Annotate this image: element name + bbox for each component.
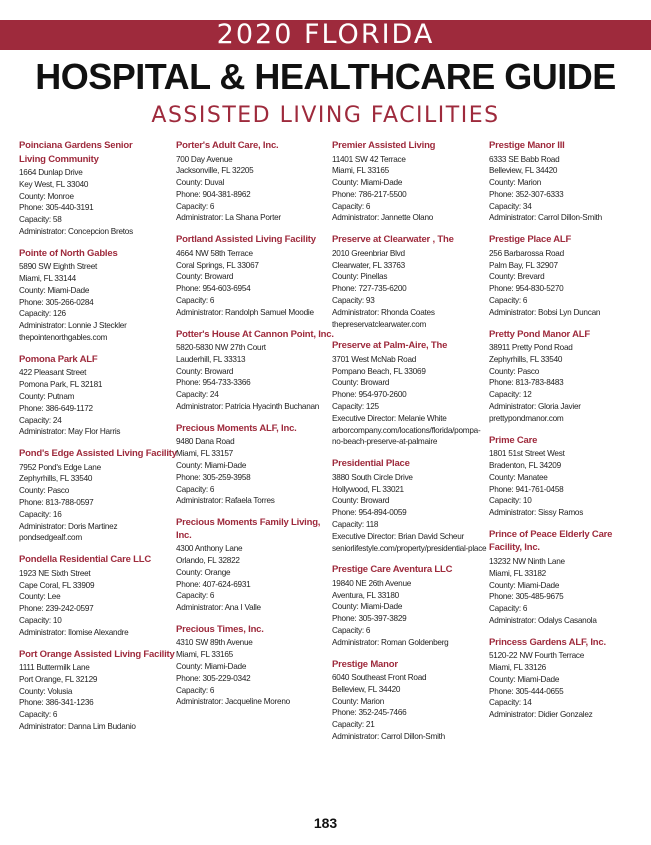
facility-detail-line: Phone: 786-217-5500: [332, 189, 407, 199]
facility-detail-line: 2010 Greenbriar Blvd: [332, 248, 405, 258]
facility-detail-line: Port Orange, FL 32129: [19, 674, 98, 684]
facility-detail-line: thepointenorthgables.com: [19, 333, 108, 343]
facility-listing: [176, 327, 336, 413]
facility-detail-line: Phone: 239-242-0597: [19, 604, 94, 614]
facility-detail-line: pondsedgealf.com: [19, 533, 82, 543]
facility-detail-line: 5120-22 NW Fourth Terrace: [489, 651, 585, 661]
facility-detail-line: 13232 NW Ninth Lane: [489, 556, 565, 566]
facility-detail-line: County: Miami-Dade: [489, 580, 560, 590]
facility-detail-line: Phone: 305-440-3191: [19, 203, 94, 213]
facility-detail-line: Phone: 352-245-7466: [332, 708, 407, 718]
facility-detail-line: Capacity: 16: [19, 509, 62, 519]
facility-detail-line: Capacity: 10: [489, 496, 532, 506]
facility-detail-line: Capacity: 6: [332, 626, 371, 635]
facility-name: Princess Gardens ALF, Inc.: [489, 636, 606, 648]
facility-detail-line: Hollywood, FL 33021: [332, 484, 404, 494]
facility-detail-line: County: Pinellas: [332, 272, 388, 282]
facility-detail-line: 6040 Southeast Front Road: [332, 673, 427, 683]
facility-detail-line: Phone: 305-229-0342: [176, 673, 251, 683]
facility-detail-line: County: Manatee: [489, 472, 548, 482]
facility-detail-line: Administrator: Rhonda Coates: [332, 307, 435, 317]
facility-name: Portland Assisted Living Facility: [176, 234, 316, 246]
facility-detail-line: Capacity: 6: [332, 201, 371, 211]
facility-detail-line: Clearwater, FL 33763: [332, 260, 405, 270]
facility-detail-line: Capacity: 58: [19, 215, 62, 225]
facility-detail-line: Phone: 305-444-0655: [489, 686, 564, 696]
facility-name: Pointe of North Gables: [19, 247, 118, 259]
facility-detail-line: County: Orange: [176, 567, 231, 577]
facility-detail-line: Coral Springs, FL 33067: [176, 260, 259, 270]
listing-column-2: [176, 138, 336, 716]
facility-detail-line: Executive Director: Brian David Scheur: [332, 531, 465, 541]
facility-detail-line: 1923 NE Sixth Street: [19, 568, 91, 578]
facility-detail-line: Administrator: Rafaela Torres: [176, 496, 275, 506]
facility-detail-line: Miami, FL 33165: [176, 650, 233, 660]
facility-name: Precious Moments ALF, Inc.: [176, 422, 297, 434]
facility-detail-line: Phone: 904-381-8962: [176, 189, 251, 199]
facility-detail-line: Miami, FL 33144: [19, 274, 76, 284]
page-number: 183: [313, 815, 338, 831]
facility-detail-line: Administrator: Doris Martinez: [19, 521, 118, 531]
facility-detail-line: County: Monroe: [19, 191, 74, 201]
facility-detail-line: Capacity: 6: [489, 604, 528, 614]
facility-detail-line: prettypondmanor.com: [489, 413, 564, 423]
facility-listing: [19, 138, 179, 238]
facility-name: Preserve at Palm-Aire, The: [332, 340, 448, 352]
facility-detail-line: 7952 Pond's Edge Lane: [19, 462, 101, 472]
facility-detail-line: Miami, FL 33126: [489, 663, 546, 672]
facility-detail-line: Capacity: 24: [19, 415, 62, 425]
facility-detail-line: Phone: 386-341-1236: [19, 698, 94, 708]
facility-detail-line: 4310 SW 89th Avenue: [176, 638, 253, 648]
facility-detail-line: Capacity: 14: [489, 698, 532, 708]
facility-detail-line: Capacity: 6: [489, 295, 528, 305]
facility-name: Port Orange Assisted Living Facility: [19, 648, 175, 660]
facility-listing: [332, 138, 492, 224]
section-title: ASSISTED LIVING FACILITIES: [151, 103, 500, 128]
facility-detail-line: Jacksonville, FL 32205: [176, 166, 254, 176]
facility-detail-line: Phone: 305-485-9675: [489, 592, 564, 602]
facility-detail-line: 3880 South Circle Drive: [332, 472, 413, 482]
facility-name: Facility, Inc.: [489, 542, 540, 554]
facility-detail-line: Belleview, FL 34420: [332, 684, 401, 694]
facility-detail-line: County: Broward: [176, 272, 234, 282]
facility-detail-line: Phone: 813-788-0597: [19, 498, 94, 508]
facility-detail-line: Administrator: Roman Goldenberg: [332, 637, 449, 647]
facility-detail-line: Zephyrhills, FL 33540: [19, 474, 93, 484]
facility-detail-line: arborcompany.com/locations/florida/pompa-: [332, 425, 481, 435]
facility-name: Presidential Place: [332, 458, 410, 470]
facility-name: Prestige Manor: [332, 658, 398, 670]
facility-listing: [19, 446, 179, 544]
facility-name: Pomona Park ALF: [19, 353, 98, 365]
facility-detail-line: 422 Pleasant Street: [19, 368, 87, 378]
facility-detail-line: Bradenton, FL 34209: [489, 460, 561, 470]
facility-detail-line: Capacity: 6: [176, 685, 215, 695]
facility-detail-line: Miami, FL 33157: [176, 449, 233, 459]
facility-name: Preserve at Clearwater , The: [332, 234, 454, 246]
facility-detail-line: Administrator: Carrol Dillon-Smith: [489, 213, 602, 223]
facility-listing: [176, 515, 336, 614]
facility-detail-line: Administrator: Odalys Casanola: [489, 615, 597, 625]
facility-listing: [489, 527, 649, 627]
facility-detail-line: Administrator: Jannette Olano: [332, 213, 434, 223]
facility-detail-line: 5890 SW Eighth Street: [19, 262, 98, 272]
facility-name: Porter's Adult Care, Inc.: [176, 140, 279, 151]
facility-detail-line: 1111 Buttermilk Lane: [19, 663, 90, 672]
facility-detail-line: Capacity: 6: [19, 710, 58, 720]
facility-detail-line: Capacity: 126: [19, 309, 66, 319]
facility-detail-line: 4664 NW 58th Terrace: [176, 248, 253, 258]
facility-listing: [489, 232, 649, 318]
facility-detail-line: Administrator: Jacqueline Moreno: [176, 697, 290, 707]
facility-detail-line: Phone: 727-735-6200: [332, 284, 407, 294]
listing-column-1: [19, 138, 179, 741]
facility-name: Living Community: [19, 153, 99, 165]
facility-detail-line: Phone: 941-761-0458: [489, 484, 564, 494]
facility-detail-line: Administrator: Lonnie J Steckler: [19, 321, 127, 331]
facility-listing: [176, 421, 336, 507]
facility-detail-line: Key West, FL 33040: [19, 179, 89, 189]
facility-detail-line: Capacity: 6: [176, 295, 215, 305]
facility-detail-line: Administrator: Sissy Ramos: [489, 508, 584, 518]
facility-detail-line: Executive Director: Melanie White: [332, 413, 447, 423]
facility-detail-line: Phone: 954-970-2600: [332, 390, 407, 400]
facility-detail-line: Administrator: La Shana Porter: [176, 213, 281, 223]
facility-detail-line: Administrator: Danna Lim Budanio: [19, 721, 136, 731]
facility-listing: [332, 232, 492, 330]
listing-column-3: [332, 138, 492, 751]
facility-detail-line: Capacity: 24: [176, 390, 219, 400]
facility-detail-line: Pomona Park, FL 32181: [19, 380, 103, 390]
facility-detail-line: 1801 51st Street West: [489, 449, 565, 459]
facility-detail-line: 3701 West McNab Road: [332, 354, 417, 364]
facility-detail-line: County: Putnam: [19, 391, 75, 401]
facility-listing: [19, 552, 179, 638]
facility-detail-line: Capacity: 6: [176, 201, 215, 211]
facility-detail-line: Zephyrhills, FL 33540: [489, 354, 563, 364]
facility-detail-line: Phone: 305-259-3958: [176, 472, 251, 482]
page-title: HOSPITAL & HEALTHCARE GUIDE: [35, 56, 616, 97]
facility-listing: [176, 138, 336, 224]
facility-detail-line: County: Lee: [19, 592, 61, 602]
facility-detail-line: 11401 SW 42 Terrace: [332, 154, 406, 164]
facility-listing: [19, 352, 179, 438]
facility-detail-line: Administrator: Bobsi Lyn Duncan: [489, 307, 601, 317]
facility-detail-line: Administrator: Ilomise Alexandre: [19, 627, 129, 637]
facility-detail-line: County: Miami-Dade: [332, 178, 403, 188]
facility-detail-line: Administrator: Didier Gonzalez: [489, 710, 593, 720]
facility-detail-line: Phone: 954-830-5270: [489, 284, 564, 294]
facility-name: Precious Moments Family Living, Inc.: [176, 517, 321, 541]
facility-name: Potter's House At Cannon Point, Inc.: [176, 328, 334, 340]
facility-detail-line: Capacity: 93: [332, 295, 375, 305]
facility-name: Prime Care: [489, 434, 538, 446]
facility-listing: [489, 327, 649, 425]
facility-detail-line: 1664 Dunlap Drive: [19, 168, 83, 177]
facility-detail-line: Capacity: 125: [332, 402, 379, 412]
facility-detail-line: Administrator: Carrol Dillon-Smith: [332, 732, 445, 742]
facility-detail-line: County: Brevard: [489, 272, 545, 282]
facility-name: Precious Times, Inc.: [176, 623, 264, 635]
facility-detail-line: County: Volusia: [19, 686, 73, 696]
facility-detail-line: Administrator: Concepcion Bretos: [19, 226, 133, 236]
facility-name: Pondella Residential Care LLC: [19, 554, 151, 566]
facility-detail-line: Miami, FL 33182: [489, 568, 546, 578]
facility-detail-line: seniorlifestyle.com/property/presidential-place: [332, 543, 487, 553]
facility-name: Pond's Edge Assisted Living Facility: [19, 448, 177, 460]
facility-detail-line: Administrator: Patricia Hyacinth Buchanan: [176, 402, 320, 412]
facility-detail-line: Phone: 305-397-3829: [332, 614, 407, 624]
facility-detail-line: County: Broward: [332, 378, 390, 388]
facility-listing: [332, 657, 492, 743]
facility-detail-line: Capacity: 10: [19, 615, 62, 625]
facility-name: Prestige Manor III: [489, 140, 565, 151]
facility-detail-line: Phone: 386-649-1172: [19, 403, 93, 413]
facility-detail-line: County: Miami-Dade: [176, 460, 247, 470]
banner-title: 2020 FLORIDA: [216, 19, 435, 50]
facility-listing: [489, 635, 649, 721]
facility-listing: [332, 562, 492, 648]
facility-detail-line: Phone: 305-266-0284: [19, 297, 94, 307]
facility-name: Premier Assisted Living: [332, 140, 436, 151]
facility-detail-line: Pompano Beach, FL 33069: [332, 366, 426, 376]
facility-detail-line: 5820-5830 NW 27th Court: [176, 343, 266, 353]
facility-listing: [176, 622, 336, 708]
facility-detail-line: Phone: 352-307-6333: [489, 189, 564, 199]
facility-detail-line: Palm Bay, FL 32907: [489, 260, 558, 270]
facility-detail-line: County: Miami-Dade: [489, 674, 560, 684]
facility-name: Poinciana Gardens Senior: [19, 140, 133, 151]
facility-detail-line: Aventura, FL 33180: [332, 590, 399, 600]
facility-detail-line: no-beach-preserve-at-palmaire: [332, 437, 438, 447]
facility-detail-line: Phone: 954-733-3366: [176, 378, 251, 388]
facility-detail-line: Miami, FL 33165: [332, 166, 389, 176]
facility-detail-line: 38911 Pretty Pond Road: [489, 343, 573, 353]
facility-detail-line: Administrator: Ana I Valle: [176, 603, 261, 613]
facility-detail-line: County: Miami-Dade: [176, 662, 247, 671]
facility-detail-line: Capacity: 12: [489, 390, 532, 400]
facility-detail-line: Cape Coral, FL 33909: [19, 580, 95, 590]
facility-detail-line: 6333 SE Babb Road: [489, 154, 560, 164]
facility-name: Prestige Care Aventura LLC: [332, 564, 453, 576]
facility-detail-line: Lauderhill, FL 33313: [176, 354, 246, 364]
facility-listing: [332, 456, 492, 554]
facility-detail-line: thepreservatclearwater.com: [332, 319, 427, 329]
listing-column-4: [489, 138, 649, 729]
facility-detail-line: Capacity: 118: [332, 519, 379, 529]
facility-name: Prince of Peace Elderly Care: [489, 528, 613, 540]
facility-detail-line: 19840 NE 26th Avenue: [332, 578, 412, 588]
facility-detail-line: Capacity: 34: [489, 201, 532, 211]
facility-detail-line: Capacity: 6: [176, 591, 215, 601]
facility-detail-line: Administrator: Randolph Samuel Moodie: [176, 307, 314, 317]
facility-detail-line: County: Pasco: [19, 486, 69, 496]
facility-detail-line: Phone: 954-894-0059: [332, 508, 407, 518]
facility-detail-line: County: Broward: [332, 496, 390, 506]
facility-detail-line: Belleview, FL 34420: [489, 166, 558, 176]
facility-listing: [19, 647, 179, 733]
facility-detail-line: County: Duval: [176, 178, 225, 188]
facility-detail-line: County: Marion: [332, 696, 385, 706]
facility-detail-line: County: Miami-Dade: [19, 285, 90, 295]
facility-detail-line: Capacity: 21: [332, 720, 375, 730]
facility-detail-line: 4300 Anthony Lane: [176, 544, 243, 554]
facility-listing: [19, 246, 179, 344]
facility-detail-line: Phone: 407-624-6931: [176, 579, 251, 589]
facility-detail-line: County: Marion: [489, 178, 542, 188]
facility-detail-line: Phone: 813-783-8483: [489, 378, 564, 388]
facility-name: Prestige Place ALF: [489, 234, 572, 246]
facility-detail-line: Phone: 954-603-6954: [176, 284, 251, 294]
facility-detail-line: County: Broward: [176, 366, 234, 376]
facility-listing: [489, 433, 649, 519]
facility-detail-line: County: Miami-Dade: [332, 602, 403, 612]
facility-detail-line: Administrator: Gloria Javier: [489, 402, 581, 412]
facility-listing: [489, 138, 649, 224]
facility-name: Pretty Pond Manor ALF: [489, 328, 591, 340]
facility-detail-line: 9480 Dana Road: [176, 437, 235, 447]
facility-detail-line: County: Pasco: [489, 366, 539, 376]
facility-listing: [332, 338, 492, 448]
facility-listing: [176, 232, 336, 318]
facility-detail-line: 700 Day Avenue: [176, 154, 233, 164]
facility-detail-line: Capacity: 6: [176, 484, 215, 494]
facility-detail-line: Administrator: May Flor Harris: [19, 427, 121, 437]
facility-detail-line: 256 Barbarossa Road: [489, 248, 564, 258]
facility-detail-line: Orlando, FL 32822: [176, 555, 240, 565]
